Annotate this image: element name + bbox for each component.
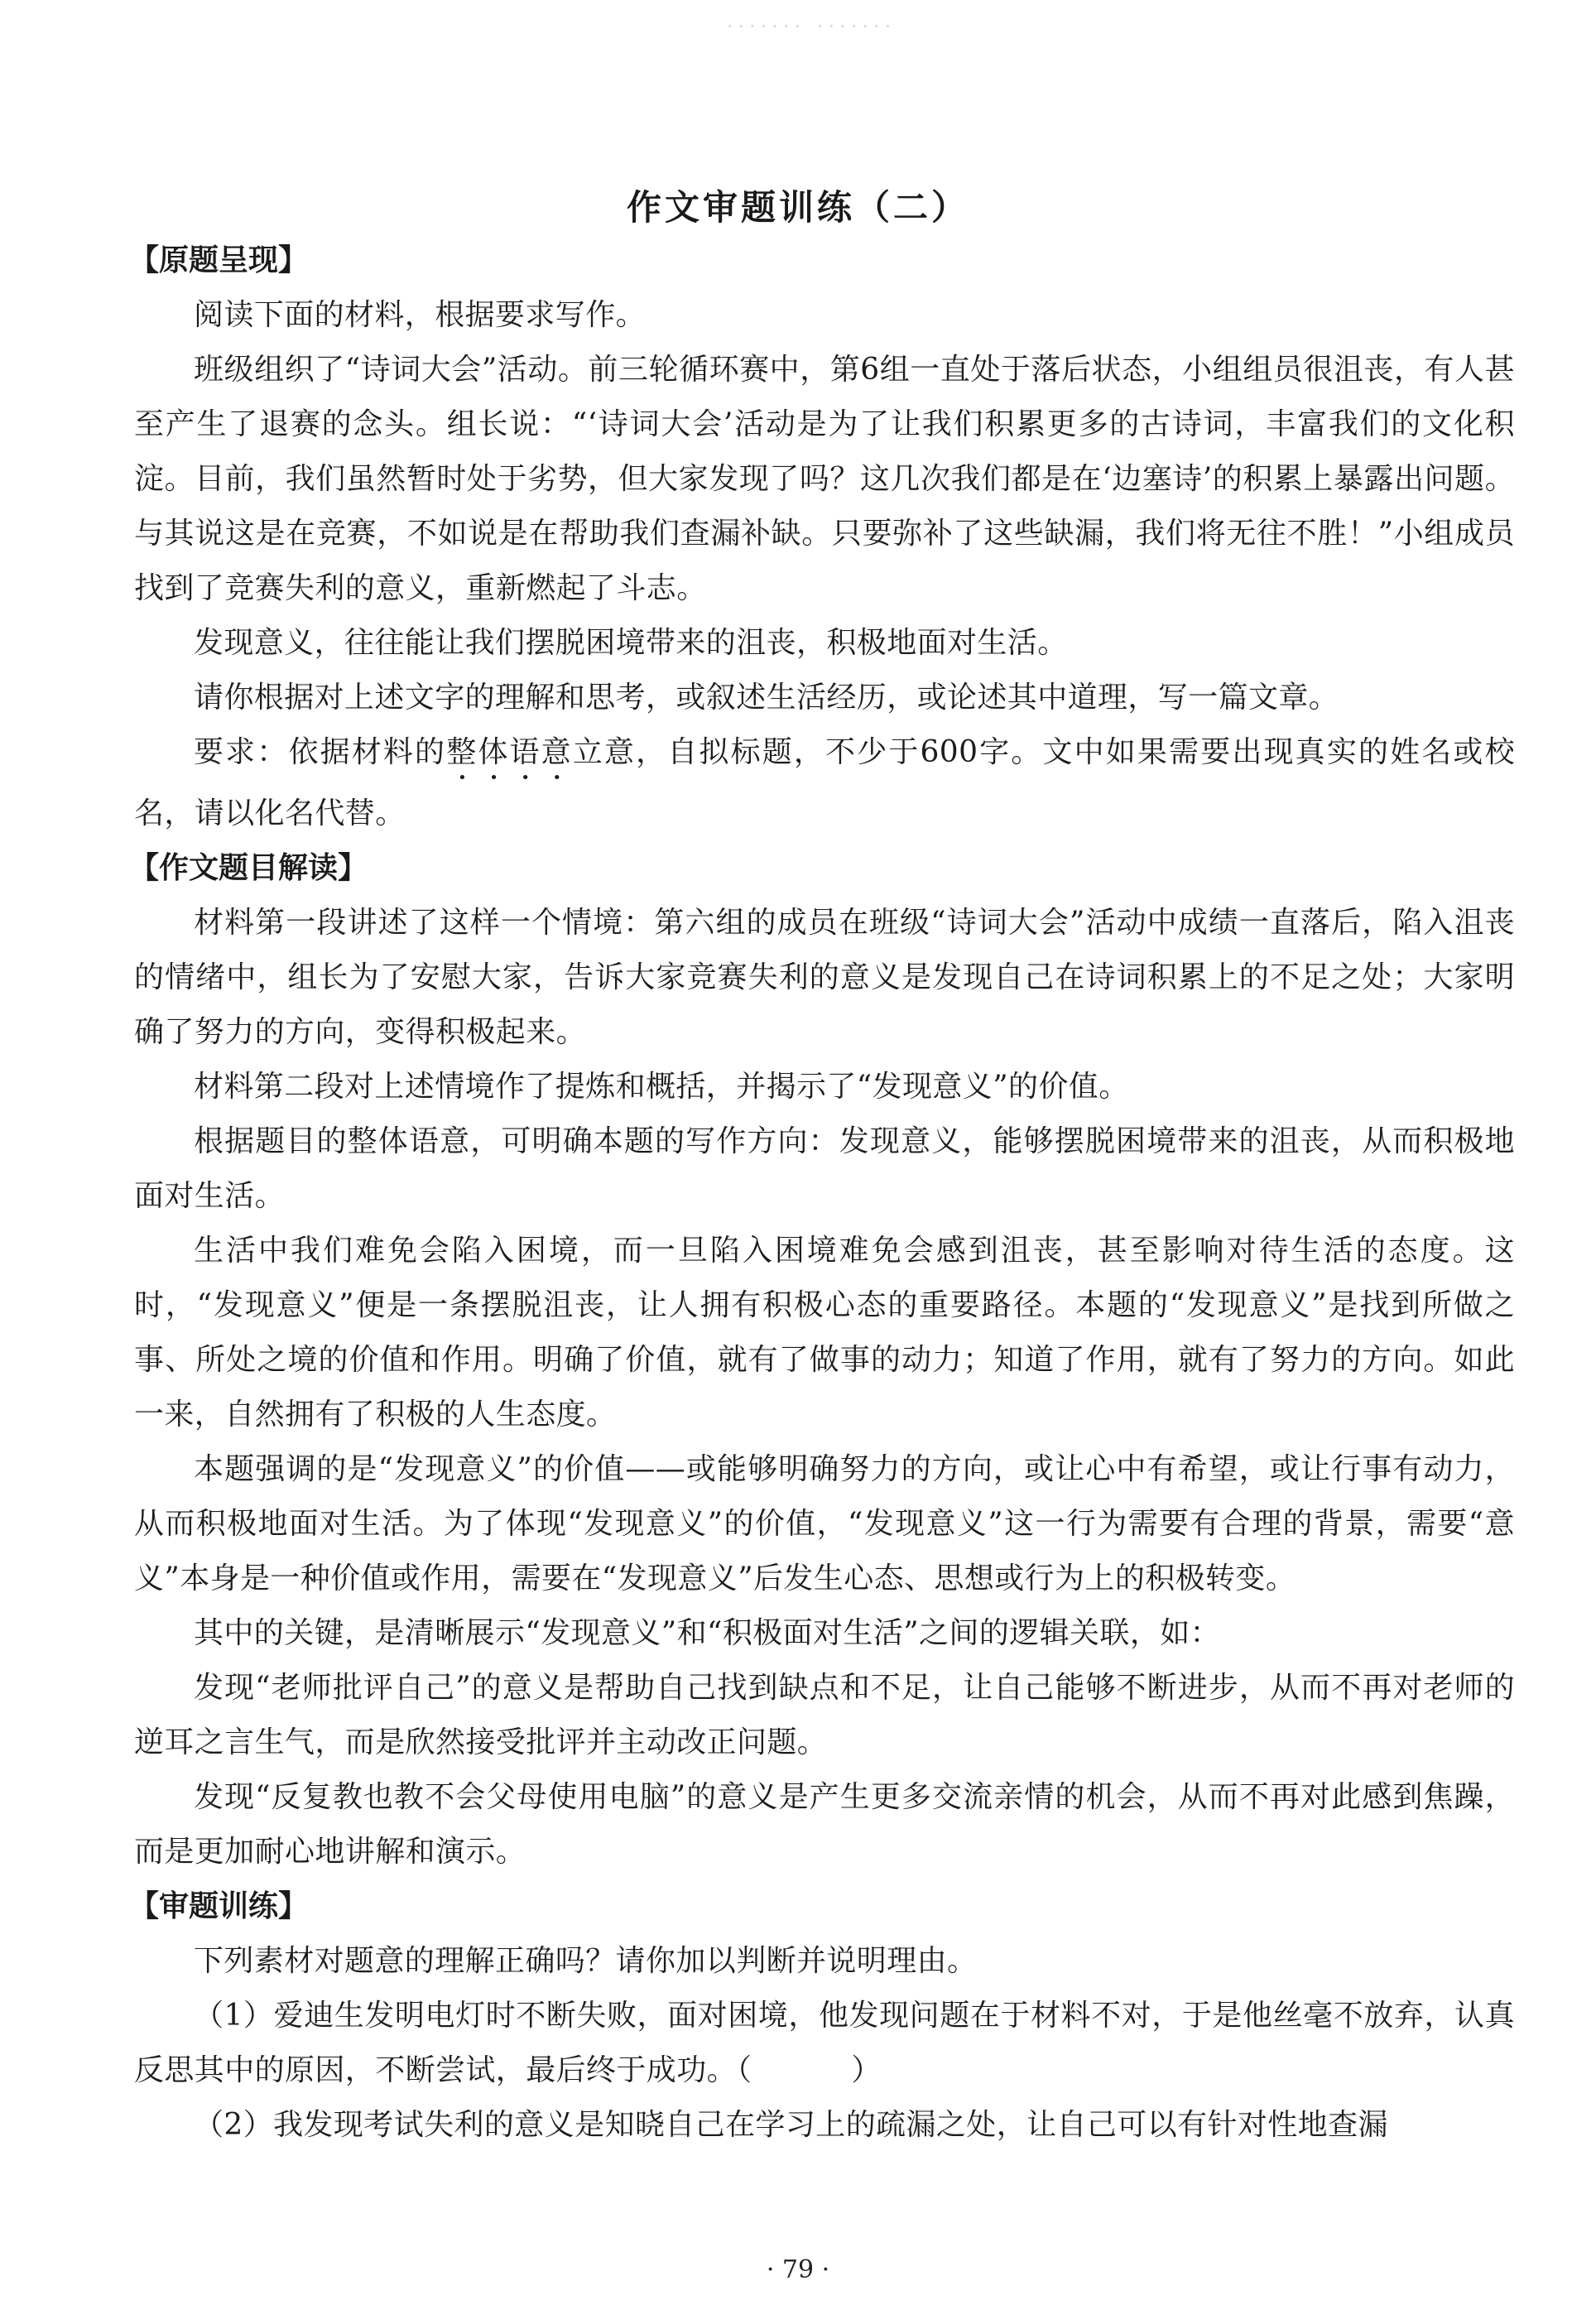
page-title: 作文审题训练（二） xyxy=(626,187,969,228)
original-paragraph-1: 阅读下面的材料，根据要求写作。 xyxy=(194,298,647,332)
training-item-1 xyxy=(134,1989,1515,2098)
training-item-2: （2）我发现考试失利的意义是知晓自己在学习上的疏漏之处，让自己可以有针对性地查漏 xyxy=(194,2108,1388,2142)
analysis-paragraph-4: 生活中我们难免会陷入困境，而一旦陷入困境难免会感到沮丧，甚至影响对待生活的态度。这时，“发现意义”便是一条摆脱沮丧，让人拥有积极心态的重要路径。本题的“发现意义”是找到所做之事、所处之境的价值和作用。明确了价值，就有了做事的动力；知道了作用，就有了努力的方向。如此一来，自然拥有了积极的人生态度。 xyxy=(134,1234,1515,1432)
section-heading-original: 【原题呈现】 xyxy=(129,243,309,277)
original-paragraph-4: 请你根据对上述文字的理解和思考，或叙述生活经历，或论述其中道理，写一篇文章。 xyxy=(194,681,1339,715)
training-item-1-text: （1）爱迪生发明电灯时不断失败，面对困境，他发现问题在于材料不对，于是他丝毫不放弃，认真反思其中的原因，不断尝试，最后终于成功。 xyxy=(134,1999,1515,2087)
section-heading-analysis: 【作文题目解读】 xyxy=(129,851,368,885)
original-paragraph-3: 发现意义，往往能让我们摆脱困境带来的沮丧，积极地面对生活。 xyxy=(194,626,1068,660)
answer-blank-close: ） xyxy=(851,2053,882,2087)
analysis-paragraph-8: 发现“反复教也教不会父母使用电脑”的意义是产生更多交流亲情的机会，从而不再对此感到焦躁，而是更加耐心地讲解和演示。 xyxy=(134,1780,1515,1869)
analysis-paragraph-6: 其中的关键，是清晰展示“发现意义”和“积极面对生活”之间的逻辑关联，如： xyxy=(194,1616,1221,1650)
header-faint-mark: ······· ······· xyxy=(726,15,897,38)
main-content xyxy=(129,233,1515,2153)
section-heading-training: 【审题训练】 xyxy=(129,1889,309,1923)
analysis-paragraph-2: 材料第二段对上述情境作了提炼和概括，并揭示了“发现意义”的价值。 xyxy=(194,1070,1129,1104)
original-paragraph-2: 班级组织了“诗词大会”活动。前三轮循环赛中，第6组一直处于落后状态，小组组员很沮丧，有人甚至产生了退赛的念头。组长说：“‘诗词大会’活动是为了让我们积累更多的古诗词，丰富我们的文化积淀。目前，我们虽然暂时处于劣势，但大家发现了吗？这几次我们都是在‘边塞诗’的积累上暴露出问题。与其说这是在竞赛，不如说是在帮助我们查漏补缺。只要弥补了这些缺漏，我们将无往不胜！”小组成员找到了竞赛失利的意义，重新燃起了斗志。 xyxy=(134,353,1515,605)
original-paragraph-requirements xyxy=(134,725,1515,841)
answer-blank-open: （ xyxy=(737,2053,752,2087)
page-number: · 79 · xyxy=(766,2255,830,2284)
requirements-emphasis: 整体语意 xyxy=(446,735,573,769)
training-instruction: 下列素材对题意的理解正确吗？请你加以判断并说明理由。 xyxy=(194,1944,978,1978)
analysis-paragraph-5: 本题强调的是“发现意义”的价值——或能够明确努力的方向，或让心中有希望，或让行事有动力，从而积极地面对生活。为了体现“发现意义”的价值，“发现意义”这一行为需要有合理的背景，需要“意义”本身是一种价值或作用，需要在“发现意义”后发生心态、思想或行为上的积极转变。 xyxy=(134,1452,1515,1595)
analysis-paragraph-1: 材料第一段讲述了这样一个情境：第六组的成员在班级“诗词大会”活动中成绩一直落后，陷入沮丧的情绪中，组长为了安慰大家，告诉大家竞赛失利的意义是发现自己在诗词积累上的不足之处；大家明确了努力的方向，变得积极起来。 xyxy=(134,906,1515,1049)
requirements-before: 要求：依据材料的 xyxy=(194,735,447,769)
requirements-after: 立意，自拟标题，不少于600字。文中如果需要出现真实的姓名或校名，请以化名代替。 xyxy=(134,735,1515,830)
analysis-paragraph-3: 根据题目的整体语意，可明确本题的写作方向：发现意义，能够摆脱困境带来的沮丧，从而积极地面对生活。 xyxy=(134,1124,1515,1213)
analysis-paragraph-7: 发现“老师批评自己”的意义是帮助自己找到缺点和不足，让自己能够不断进步，从而不再对老师的逆耳之言生气，而是欣然接受批评并主动改正问题。 xyxy=(134,1671,1515,1759)
